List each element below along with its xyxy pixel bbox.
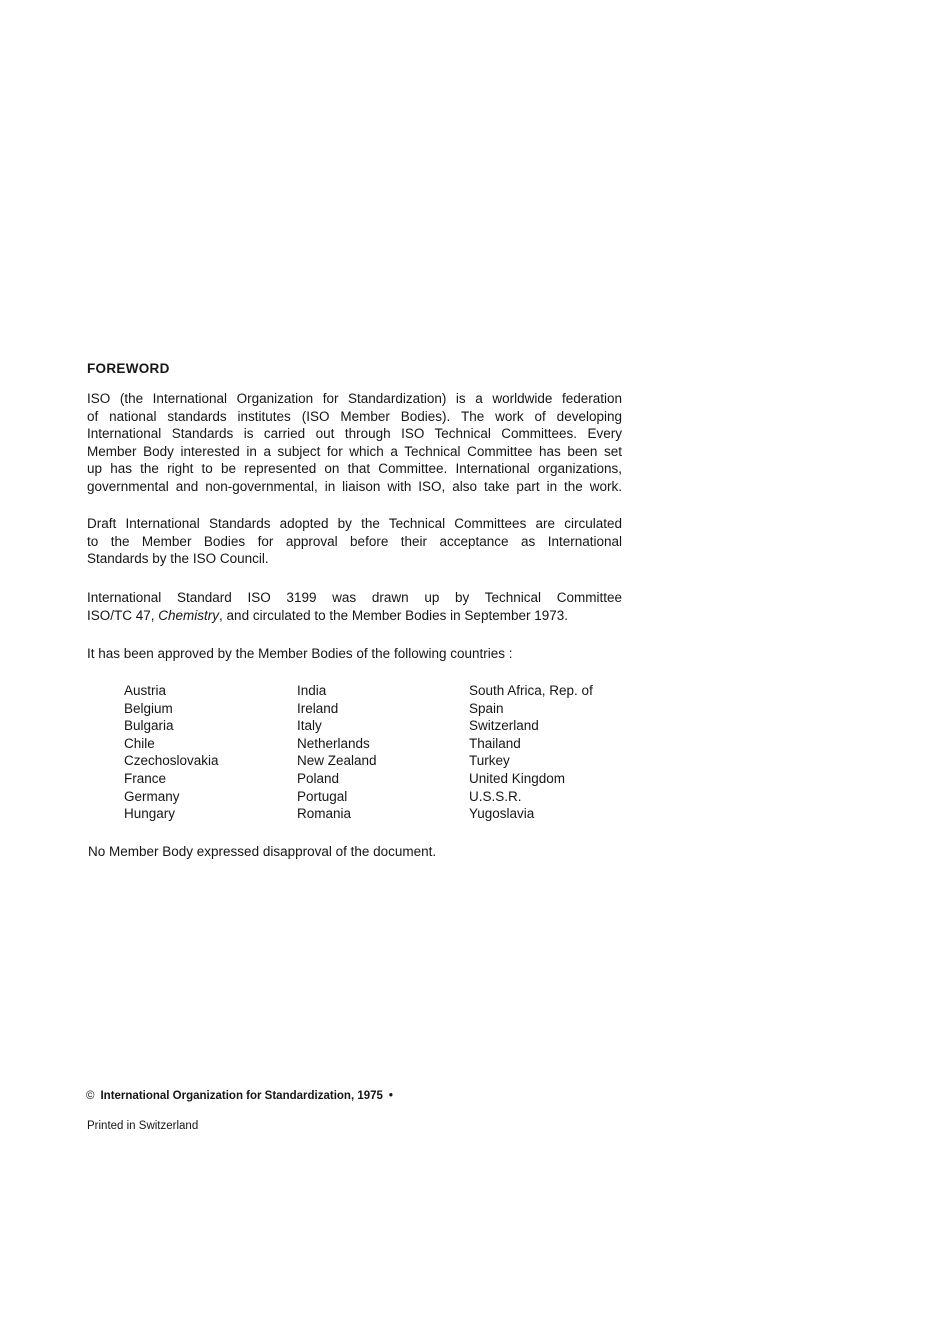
paragraph-line: up has the right to be represented on that Committee. International organizations, [87, 461, 622, 477]
country-item: India [297, 683, 327, 698]
country-item: Netherlands [297, 735, 370, 751]
foreword-paragraph-standard-origin [87, 589, 622, 624]
country-item: Germany [124, 788, 180, 804]
printed-location: Printed in Switzerland [87, 1120, 199, 1132]
country-item: Switzerland [469, 718, 539, 734]
country-item: Turkey [469, 753, 510, 769]
country-item: Bulgaria [124, 718, 174, 734]
paragraph-line: Draft International Standards adopted by the Technical Committees are circulated [87, 516, 622, 531]
country-item: Yugoslavia [469, 806, 535, 822]
countries-column-2 [297, 682, 377, 823]
paragraph-line: Standards by the ISO Council. [87, 551, 269, 567]
committee-name-italic: Chemistry [158, 607, 220, 623]
paragraph-line: ISO (the International Organization for Standardization) is a worldwide federation [87, 391, 622, 406]
bullet-icon: • [388, 1090, 393, 1102]
country-item: United Kingdom [469, 770, 566, 786]
copyright-notice [86, 1090, 393, 1102]
paragraph-text: ISO/TC 47, [87, 607, 159, 623]
foreword-paragraph-iso-description [87, 390, 622, 496]
paragraph-line: Member Body interested in a subject for which a Technical Committee has been set [87, 443, 622, 459]
paragraph-line: of national standards institutes (ISO Member Bodies). The work of developing [87, 408, 622, 424]
paragraph-text: , and circulated to the Member Bodies in September 1973. [219, 607, 568, 623]
country-item: Thailand [469, 735, 521, 751]
paragraph-line: to the Member Bodies for approval before their acceptance as International [87, 533, 622, 549]
country-item: France [124, 770, 167, 786]
foreword-paragraph-approval [87, 645, 622, 663]
country-item: Romania [297, 806, 352, 822]
country-item: Austria [124, 683, 167, 698]
foreword-paragraph-draft-standards [87, 515, 622, 568]
copyright-icon: © [86, 1090, 95, 1102]
country-item: South Africa, Rep. of [469, 683, 593, 698]
countries-column-1 [124, 682, 219, 823]
country-item: Portugal [297, 788, 348, 804]
country-item: Chile [124, 735, 155, 751]
country-item: Poland [297, 770, 340, 786]
country-item: Ireland [297, 700, 339, 716]
paragraph-line: It has been approved by the Member Bodies of the following countries : [87, 646, 513, 661]
paragraph-line: International Standards is carried out through ISO Technical Committees. Every [87, 426, 622, 442]
country-item: Hungary [124, 806, 176, 822]
foreword-heading: FOREWORD [87, 361, 170, 376]
copyright-text: International Organization for Standardization, 1975 [100, 1090, 383, 1102]
country-item: New Zealand [297, 753, 377, 769]
country-item: Belgium [124, 700, 173, 716]
country-item: Czechoslovakia [124, 753, 219, 769]
paragraph-line: governmental and non-governmental, in liaison with ISO, also take part in the work. [87, 478, 622, 494]
countries-column-3 [469, 682, 593, 823]
paragraph-line: International Standard ISO 3199 was drawn up by Technical Committee [87, 590, 622, 605]
paragraph-line [87, 607, 622, 625]
foreword-paragraph-no-disapproval: No Member Body expressed disapproval of the document. [88, 844, 437, 859]
country-item: Italy [297, 718, 322, 734]
country-item: U.S.S.R. [469, 788, 522, 804]
country-item: Spain [469, 700, 504, 716]
